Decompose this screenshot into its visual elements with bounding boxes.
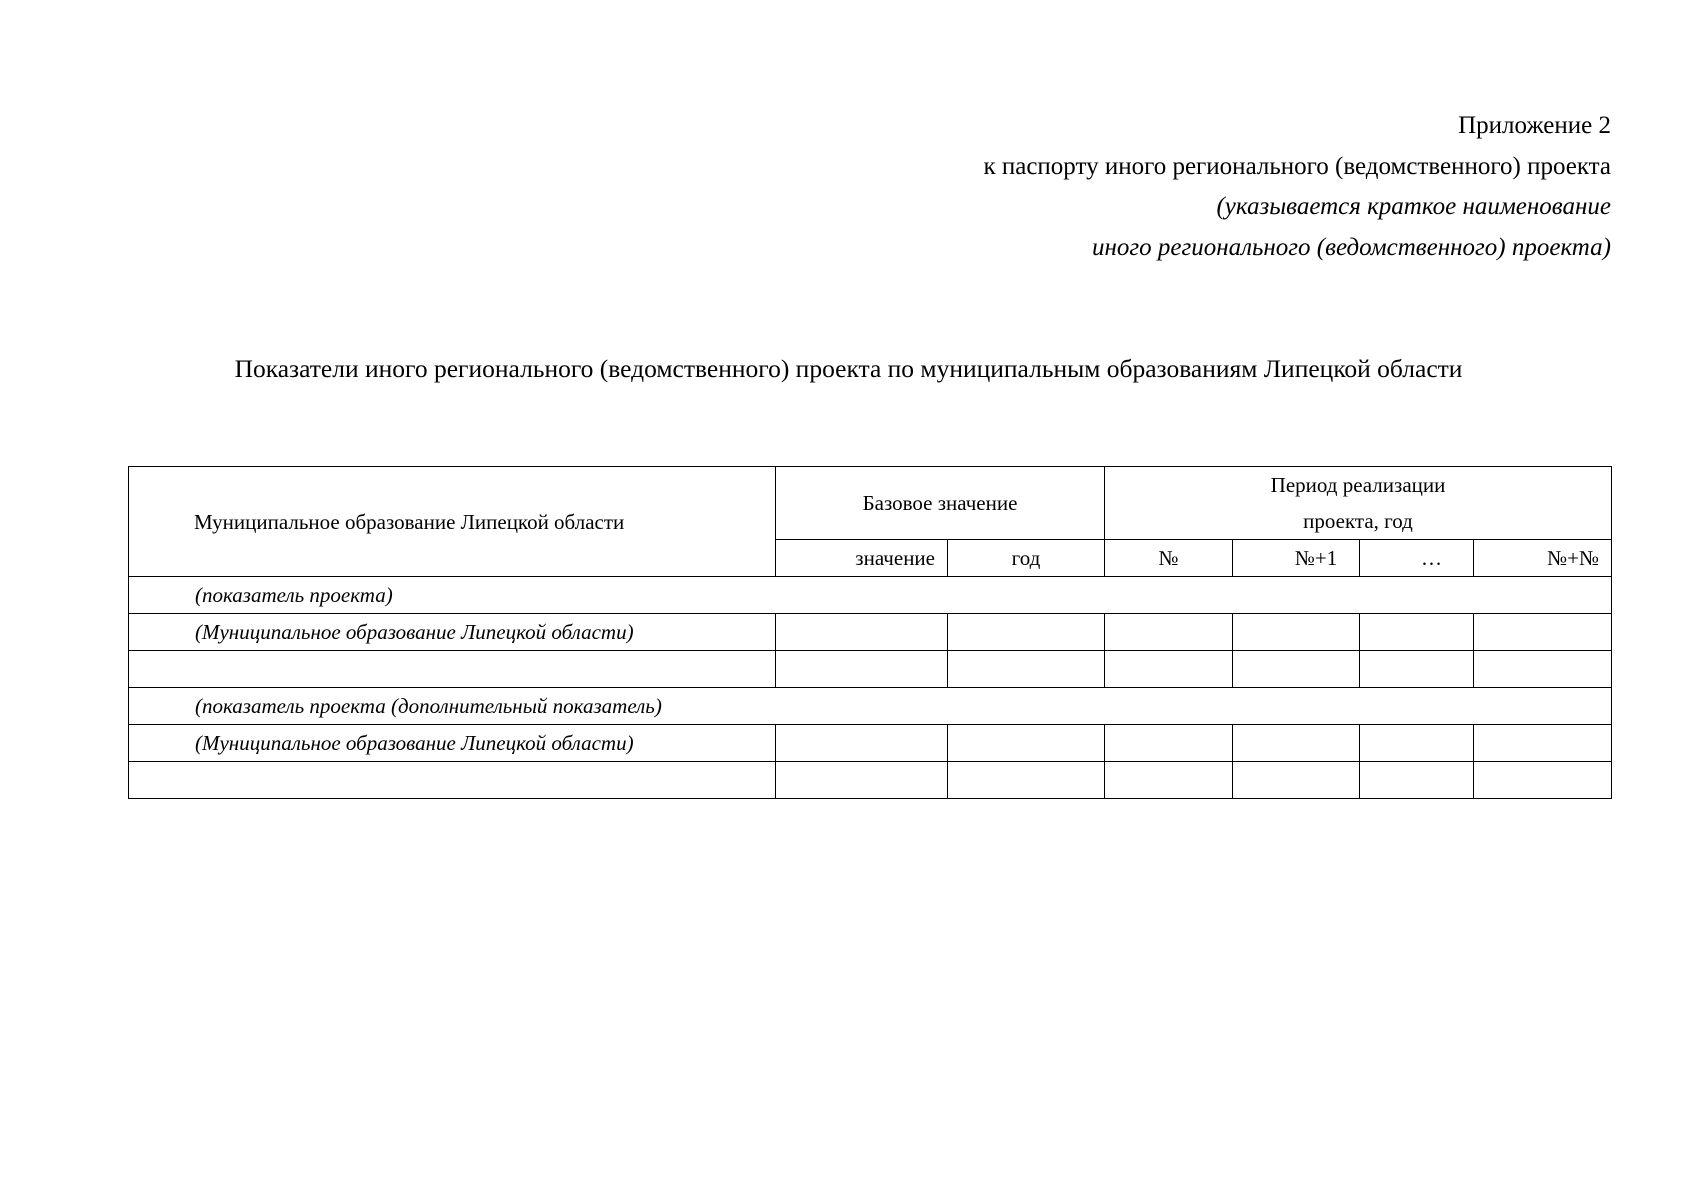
header-period-line-1: Период реализации <box>1270 473 1446 497</box>
cell-year <box>948 725 1105 762</box>
indicators-table <box>128 466 1612 799</box>
row-label <box>129 762 776 799</box>
row-label <box>129 651 776 688</box>
cell-n <box>1105 651 1233 688</box>
section-label: (показатель проекта) <box>129 577 1612 614</box>
annex-note-line-2: иного регионального (ведомственного) проекта) <box>1091 233 1611 261</box>
cell-nn <box>1474 725 1612 762</box>
cell-nn <box>1474 762 1612 799</box>
cell-value <box>776 614 948 651</box>
cell-value <box>776 651 948 688</box>
header-municipality: Муниципальное образование Липецкой области <box>194 509 625 534</box>
row-label: (Муниципальное образование Липецкой области) <box>129 614 776 651</box>
cell-value <box>776 725 948 762</box>
header-base-value: Базовое значение <box>862 491 1018 515</box>
cell-nn <box>1474 651 1612 688</box>
table-row <box>129 614 1612 651</box>
annex-note-line-1: (указывается краткое наименование <box>1216 193 1611 220</box>
cell-nn <box>1474 614 1612 651</box>
cell-dots <box>1360 725 1474 762</box>
table-row <box>129 725 1612 762</box>
header-sub-n1: №+1 <box>1233 540 1360 577</box>
cell-dots <box>1360 651 1474 688</box>
annex-block <box>983 106 1611 268</box>
cell-year <box>948 614 1105 651</box>
cell-n1 <box>1233 651 1360 688</box>
document-title: Показатели иного регионального (ведомственного) проекта по муниципальным образованиям Липецкой области <box>234 354 1463 383</box>
cell-value <box>776 762 948 799</box>
annex-number: Приложение 2 <box>1458 112 1611 139</box>
cell-n1 <box>1233 762 1360 799</box>
cell-n <box>1105 614 1233 651</box>
cell-n <box>1105 762 1233 799</box>
row-label: (Муниципальное образование Липецкой области) <box>129 725 776 762</box>
cell-n1 <box>1233 614 1360 651</box>
header-period-cell <box>1105 467 1612 540</box>
cell-year <box>948 651 1105 688</box>
table-row <box>129 651 1612 688</box>
section-row <box>129 577 1612 614</box>
header-base-value-cell <box>776 467 1105 540</box>
header-sub-value: значение <box>776 540 948 577</box>
header-municipality-cell <box>129 467 776 577</box>
header-sub-nn: №+№ <box>1474 540 1612 577</box>
header-period-line-2: проекта, год <box>1303 509 1413 533</box>
section-row <box>129 688 1612 725</box>
header-sub-n: № <box>1105 540 1233 577</box>
section-label: (показатель проекта (дополнительный показатель) <box>129 688 1612 725</box>
table-row <box>129 762 1612 799</box>
annex-reference: к паспорту иного регионального (ведомственного) проекта <box>983 152 1611 180</box>
cell-year <box>948 762 1105 799</box>
header-sub-year: год <box>948 540 1105 577</box>
header-row-1 <box>129 467 1612 540</box>
cell-dots <box>1360 762 1474 799</box>
cell-n1 <box>1233 725 1360 762</box>
cell-dots <box>1360 614 1474 651</box>
header-sub-dots: … <box>1360 540 1474 577</box>
cell-n <box>1105 725 1233 762</box>
